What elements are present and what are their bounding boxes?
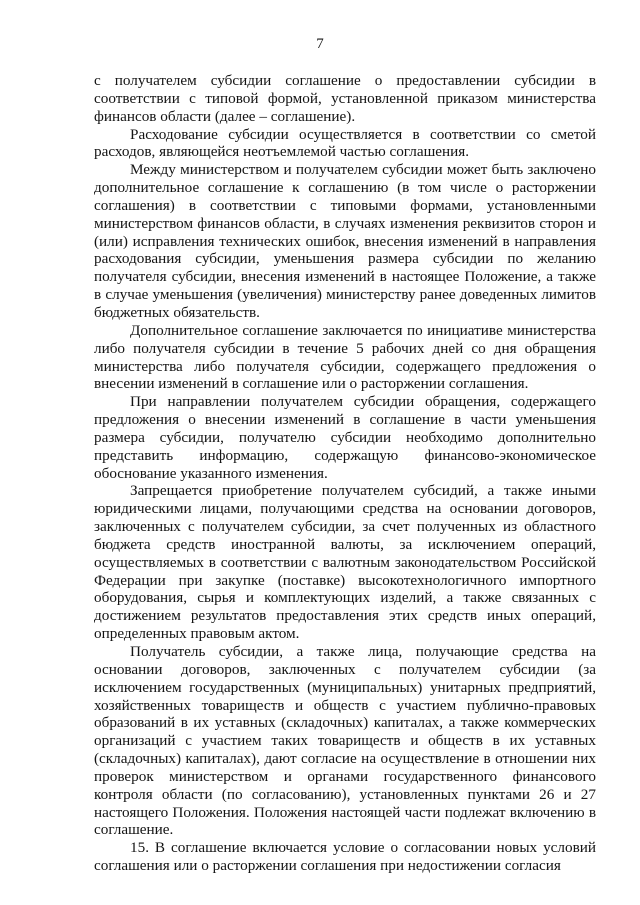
paragraph-subsidy-spending: Расходование субсидии осуществляется в соответствии со сметой расходов, являющейся неотъемлемой частью соглашения. [94,125,596,161]
paragraph-inspection-consent: Получатель субсидии, а также лица, получающие средства на основании договоров, заключенных с получателем субсидии (за исключением государственных (муниципальных) унитарных предприятий, хозяйственных товариществ и обществ с участием публично-правовых образований в их уставных (складочных) капиталах, а также коммерческих организаций с участием таких товариществ и обществ в их уставных (складочных) капиталах), дают согласие на осуществление в отношении них проверок министерством и органами государственного финансового контроля области (по согласованию), установленных пунктами 26 и 27 настоящего Положения. Положения настоящей части подлежат включению в соглашение. [94,643,596,839]
paragraph-additional-agreement: Между министерством и получателем субсидии может быть заключено дополнительное соглашение к соглашению (в том числе о расторжении соглашения) в соответствии с типовыми формами, установленными министерством финансов области, в случаях изменения реквизитов сторон и (или) исправления технических ошибок, внесения изменений в направления расходования субсидии, уменьшения размера субсидии по желанию получателя субсидии, внесения изменений в настоящее Положение, а также в случае уменьшения (увеличения) министерству ранее доведенных лимитов бюджетных обязательств. [94,161,596,321]
paragraph-additional-agreement-initiative: Дополнительное соглашение заключается по инициативе министерства либо получателя субсидии в течение 5 рабочих дней со дня обращения министерства либо получателя субсидии, содержащего предложения о внесении изменений в соглашение или о расторжении соглашения. [94,321,596,393]
page-number: 7 [316,36,324,52]
paragraph-agreement-continuation: с получателем субсидии соглашение о предоставлении субсидии в соответствии с типовой формой, установленной приказом министерства финансов области (далее – соглашение). [94,72,596,125]
paragraph-item-15: 15. В соглашение включается условие о согласовании новых условий соглашения или о расторжении соглашения при недостижении согласия [94,839,596,875]
paragraph-reduction-request: При направлении получателем субсидии обращения, содержащего предложения о внесении изменений в соглашение в части уменьшения размера субсидии, получателю субсидии необходимо дополнительно представить информацию, содержащую финансово-экономическое обоснование указанного изменения. [94,393,596,482]
document-body [94,72,596,875]
paragraph-currency-prohibition: Запрещается приобретение получателем субсидий, а также иными юридическими лицами, получающими средства на основании договоров, заключенных с получателем субсидии, за счет полученных из областного бюджета средств иностранной валюты, за исключением операций, осуществляемых в соответствии с валютным законодательством Российской Федерации при закупке (поставке) высокотехнологичного импортного оборудования, сырья и комплектующих изделий, а также связанных с достижением результатов предоставления этих средств иных операций, определенных правовым актом. [94,482,596,643]
